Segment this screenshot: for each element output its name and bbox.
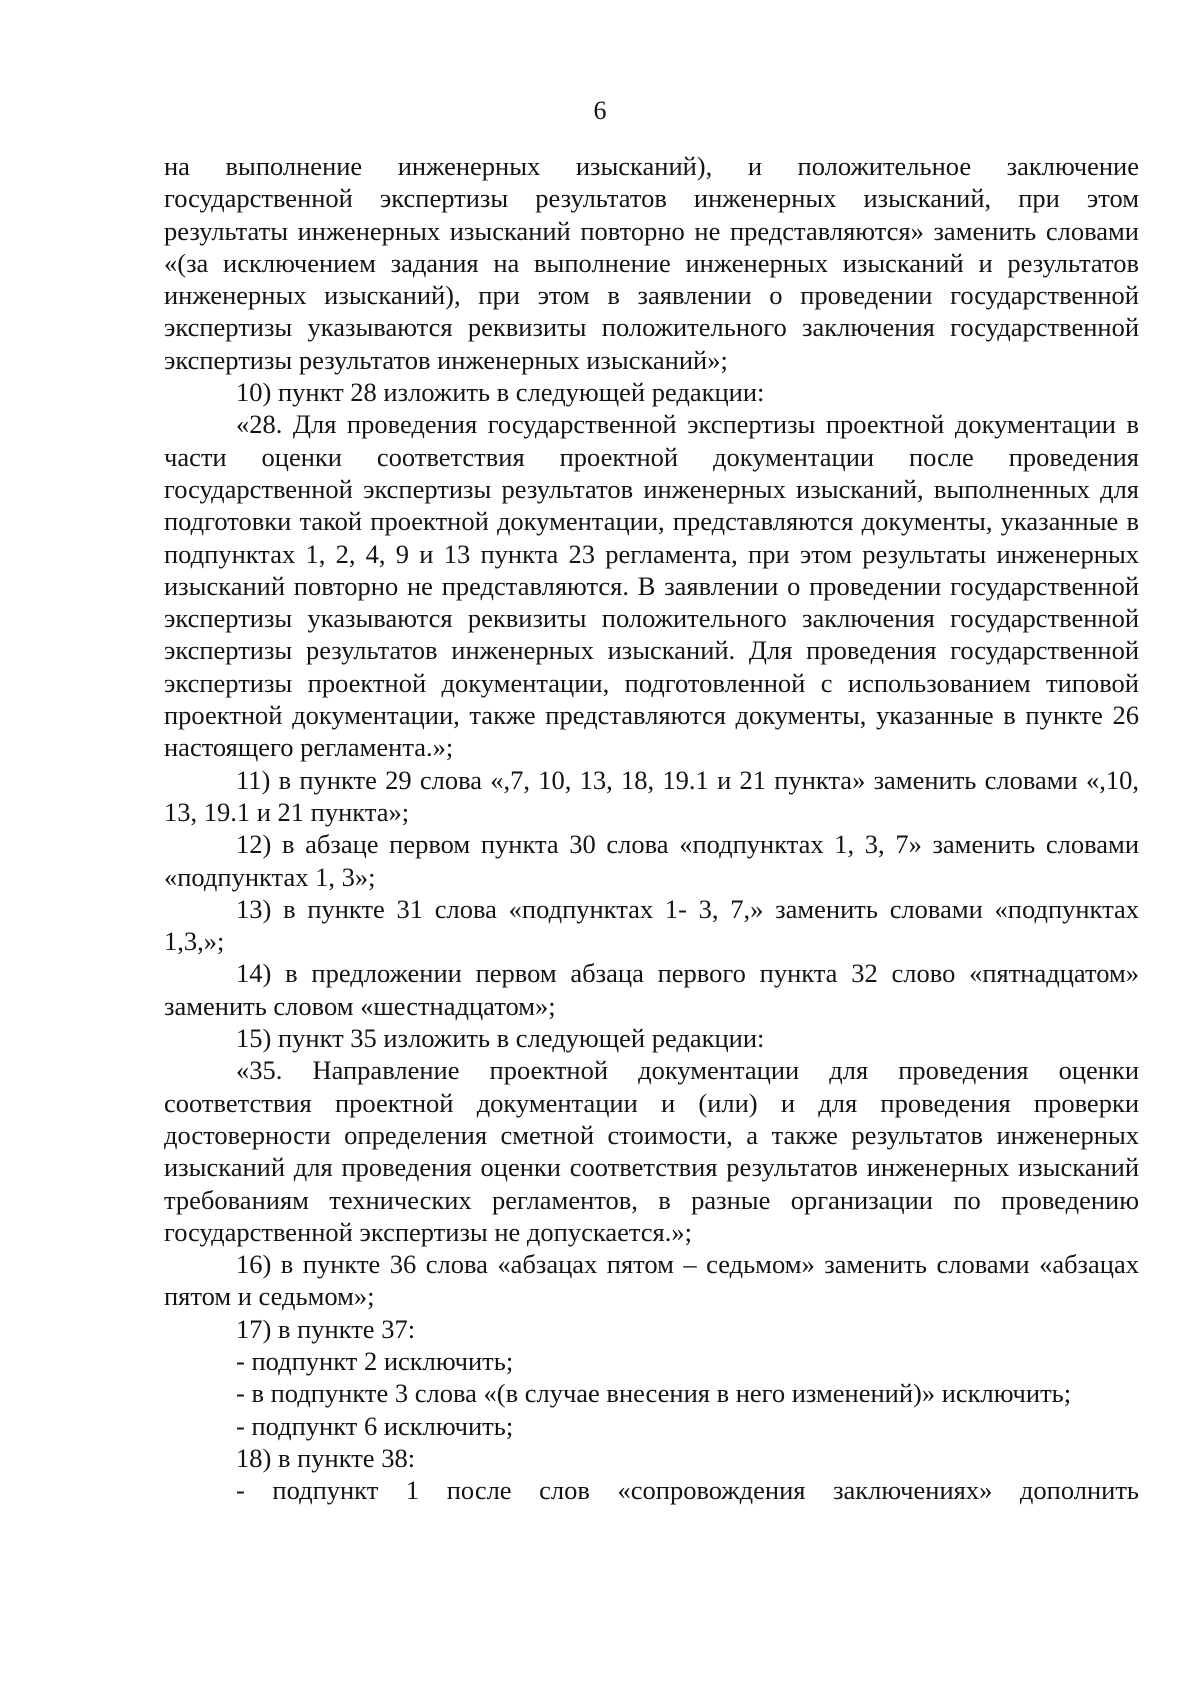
paragraph-quote-28: «28. Для проведения государственной экспертизы проектной документации в части оценки соответствия проектной документации после проведения государственной экспертизы результатов инженерных изысканий, выполненных для подготовки такой проектной документации, представляются документы, указанные в подпунктах 1, 2, 4, 9 и 13 пункта 23 регламента, при этом результаты инженерных изысканий повторно не представляются. В заявлении о проведении государственной экспертизы указываются реквизиты положительного заключения государственной экспертизы результатов инженерных изысканий. Для проведения государственной экспертизы проектной документации, подготовленной с использованием типовой проектной документации, также представляются документы, указанные в пункте 26 настоящего регламента.»; (164, 409, 1139, 763)
paragraph-quote-35: «35. Направление проектной документации для проведения оценки соответствия проектной документации и (или) и для проведения проверки достоверности определения сметной стоимости, а также результатов инженерных изысканий для проведения оценки соответствия результатов инженерных изысканий требованиям технических регламентов, в разные организации по проведению государственной экспертизы не допускается.»; (164, 1055, 1139, 1247)
list-item-subpoint-3: - в подпункте 3 слова «(в случае внесения в него изменений)» исключить; (236, 1378, 1072, 1409)
paragraph-item-13: 13) в пункте 31 слова «подпунктах 1- 3, 7,» заменить словами «подпунктах 1,3,»; (164, 893, 1139, 957)
body-text (164, 150, 1139, 1506)
page-number: 6 (593, 96, 607, 125)
paragraph-item-11: 11) в пункте 29 слова «,7, 10, 13, 18, 19.1 и 21 пункта» заменить словами «,10, 13, 19.1 и 21 пункта»; (164, 764, 1139, 827)
paragraph-item-16: 16) в пункте 36 слова «абзацах пятом – седьмом» заменить словами «абзацах пятом и седьмом»; (164, 1249, 1139, 1312)
paragraph-item-15: 15) пункт 35 изложить в следующей редакции: (236, 1023, 765, 1054)
paragraph-item-10: 10) пункт 28 изложить в следующей редакции: (236, 377, 765, 408)
paragraph-item-17: 17) в пункте 37: (236, 1313, 416, 1344)
paragraph-item-14: 14) в предложении первом абзаца первого пункта 32 слово «пятнадцатом» заменить словом «шестнадцатом»; (164, 958, 1139, 1021)
paragraph-item-18: 18) в пункте 38: (236, 1442, 416, 1473)
list-item-subpoint-2: - подпункт 2 исключить; (236, 1345, 514, 1376)
paragraph-item-12: 12) в абзаце первом пункта 30 слова «подпунктах 1, 3, 7» заменить словами «подпунктах 1, 3»; (164, 829, 1139, 892)
list-item-subpoint-6: - подпункт 6 исключить; (236, 1410, 514, 1441)
paragraph-continuation: на выполнение инженерных изысканий), и положительное заключение государственной экспертизы результатов инженерных изысканий, при этом результаты инженерных изысканий повторно не представляются» заменить словами «(за исключением задания на выполнение инженерных изысканий и результатов инженерных изысканий), при этом в заявлении о проведении государственной экспертизы указываются реквизиты положительного заключения государственной экспертизы результатов инженерных изысканий»; (164, 151, 1139, 375)
list-item-subpoint-1: - подпункт 1 после слов «сопровождения заключениях» дополнить (236, 1475, 1139, 1506)
